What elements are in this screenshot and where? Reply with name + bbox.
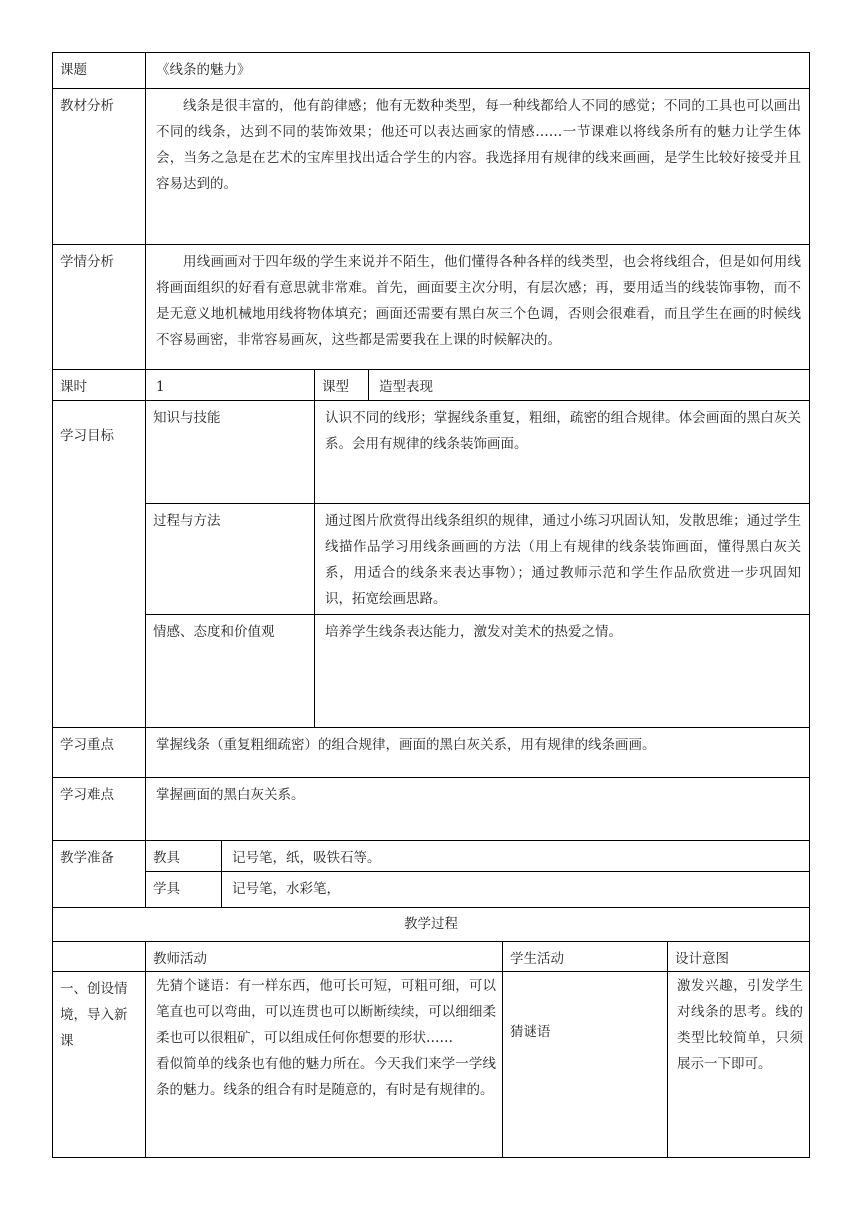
teaching-prep-label: 教学准备	[60, 850, 114, 866]
knowledge-skills-text: 认识不同的线形；掌握线条重复，粗细，疏密的组合规律。体会画面的黑白灰关系。会用有规律的线条装饰画面。	[325, 410, 801, 452]
student-tools-label: 学具	[153, 881, 180, 897]
step1-label: 一、创设情境，导入新课	[60, 981, 128, 1049]
lesson-type-value: 造型表现	[379, 379, 433, 395]
process-methods-label: 过程与方法	[153, 513, 221, 529]
step1-teacher-activity	[145, 971, 502, 1157]
knowledge-skills-label: 知识与技能	[153, 410, 221, 426]
topic-value: 《线条的魅力》	[156, 62, 251, 78]
teaching-process-title: 教学过程	[404, 916, 458, 932]
student-analysis-label: 学情分析	[60, 254, 114, 270]
learning-difficulty-text: 掌握画面的黑白灰关系。	[156, 787, 305, 803]
learning-focus-text: 掌握线条（重复粗细疏密）的组合规律，画面的黑白灰关系，用有规律的线条画画。	[156, 737, 656, 753]
learning-focus-label: 学习重点	[60, 737, 114, 753]
student-tools-value: 记号笔，水彩笔，	[232, 881, 340, 897]
teacher-tools-label: 教具	[153, 850, 180, 866]
col-teacher-activity: 教师活动	[153, 951, 207, 967]
material-analysis-label: 教材分析	[60, 98, 114, 114]
class-hours-value: 1	[156, 379, 165, 395]
col-student-activity: 学生活动	[510, 951, 564, 967]
topic-label: 课题	[60, 62, 87, 78]
step1-student-activity: 猜谜语	[510, 1024, 551, 1040]
class-hours-label: 课时	[60, 379, 87, 395]
step1-teacher-riddle: 先猜个谜语：有一样东西，他可长可短，可粗可细，可以笔直也可以弯曲，可以连贯也可以断断续续，可以细细柔柔也可以很粗矿，可以组成任何你想要的形状……	[156, 978, 496, 1046]
col-design-intent: 设计意图	[675, 951, 729, 967]
emotion-values-text: 培养学生线条表达能力，激发对美术的热爱之情。	[325, 624, 622, 640]
step1-teacher-intro: 看似简单的线条也有他的魅力所在。今天我们来学一学线条的魅力。线条的组合有时是随意的，有时是有规律的。	[156, 1056, 496, 1098]
material-analysis-text: 线条是很丰富的，他有韵律感；他有无数种类型，每一种线都给人不同的感觉；不同的工具也可以画出不同的线条，达到不同的装饰效果；他还可以表达画家的情感……一节课难以将线条所有的魅力让学生体会，当务之急是在艺术的宝库里找出适合学生的内容。我选择用有规律的线来画画，是学生比较好接受并且容易达到的。	[156, 98, 801, 192]
step1-design-intent: 激发兴趣，引发学生对线条的思考。线的类型比较简单，只须展示一下即可。	[677, 978, 803, 1072]
emotion-values-label: 情感、态度和价值观	[153, 624, 275, 640]
objectives-label: 学习目标	[60, 428, 114, 444]
lesson-type-label: 课型	[322, 379, 349, 395]
process-methods-text: 通过图片欣赏得出线条组织的规律，通过小练习巩固认知，发散思维；通过学生线描作品学习用线条画画的方法（用上有规律的线条装饰画面，懂得黑白灰关系，用适合的线条来表达事物）；通过教师示范和学生作品欣赏进一步巩固知识，拓宽绘画思路。	[325, 513, 801, 607]
student-analysis-text: 用线画画对于四年级的学生来说并不陌生，他们懂得各种各样的线类型，也会将线组合，但是如何用线将画面组织的好看有意思就非常难。首先，画面要主次分明，有层次感；再，要用适当的线装饰事物，而不是无意义地机械地用线将物体填充；画面还需要有黑白灰三个色调，否则会很难看，而且学生在画的时候线不容易画密，非常容易画灰，这些都是需要我在上课的时候解决的。	[156, 254, 801, 348]
learning-difficulty-label: 学习难点	[60, 787, 114, 803]
teacher-tools-value: 记号笔，纸，吸铁石等。	[232, 850, 381, 866]
